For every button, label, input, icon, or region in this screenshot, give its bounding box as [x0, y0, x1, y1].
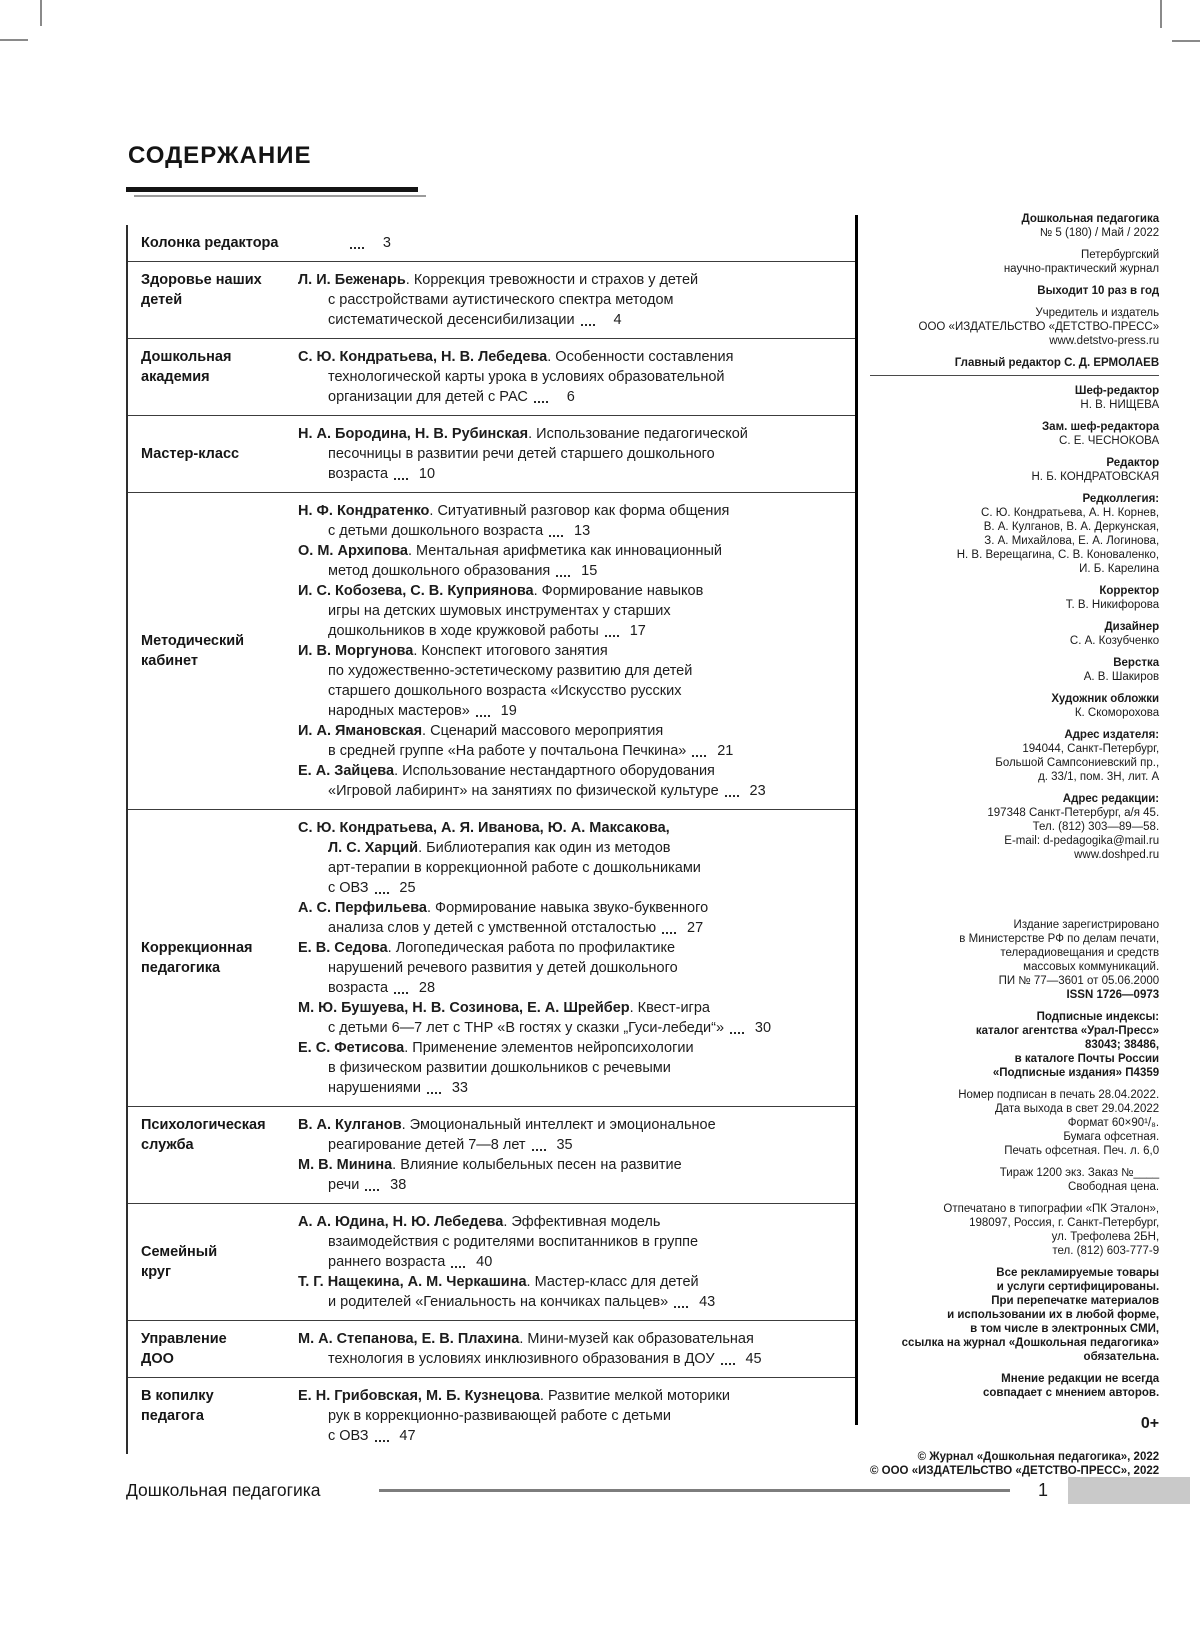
sidebar-line: ссылка на журнал «Дошкольная педагогика» [901, 1337, 1160, 1349]
page-number: 19 [500, 703, 517, 719]
sidebar-line: Мнение редакции не всегда [1001, 1373, 1160, 1385]
dotted-leader [375, 1440, 389, 1442]
page-number: 45 [745, 1351, 762, 1367]
sidebar-line: Художник обложки [1051, 693, 1160, 705]
toc-entry-line: О. М. Архипова . Ментальная арифметика как инновационный [298, 543, 722, 559]
page-title: СОДЕРЖАНИЕ [128, 142, 312, 169]
footer-rule [379, 1489, 1010, 1492]
sidebar-line: 83043; 38486, [1084, 1039, 1160, 1051]
sidebar-line: Петербургский [1081, 249, 1160, 261]
sidebar-block [870, 1414, 1159, 1434]
sidebar-line: № 5 (180) / Май / 2022 [1039, 227, 1160, 239]
sidebar-line: Бумага офсетная. [1063, 1131, 1160, 1143]
sidebar-block [870, 692, 1159, 720]
toc-entry-line: арт-терапии в коррекционной работе с дошкольниками [328, 860, 701, 876]
section-label: Коррекционная педагогика [141, 940, 253, 976]
sidebar-line: совпадает с мнением авторов. [983, 1387, 1160, 1399]
sidebar-line: И. Б. Карелина [1079, 563, 1160, 575]
toc-entry-line: взаимодействия с родителями воспитанников в группе [328, 1234, 699, 1250]
page-number: 43 [699, 1294, 716, 1310]
section-label: В копилку педагога [141, 1388, 214, 1424]
sidebar-block [870, 620, 1159, 648]
sidebar-block [870, 656, 1159, 684]
toc-row [128, 1204, 855, 1321]
sidebar-block [870, 248, 1159, 276]
dotted-leader [662, 932, 676, 934]
sidebar-line: www.doshped.ru [1074, 849, 1160, 861]
sidebar-block [870, 306, 1159, 348]
crop-mark-top-left-horizontal [0, 39, 28, 41]
dotted-leader [427, 1092, 441, 1094]
section-label: Дошкольная академия [141, 349, 232, 385]
dotted-leader [534, 401, 548, 403]
page-number: 3 [382, 235, 391, 251]
toc-entry-line: речи 38 [328, 1177, 407, 1193]
sidebar-block [870, 584, 1159, 612]
toc-entry-line: с расстройствами аутистического спектра методом [328, 292, 674, 308]
sidebar-line: ПИ № 77—3601 от 05.06.2000 [998, 975, 1160, 987]
toc-articles [298, 1204, 855, 1320]
sidebar-line: и услуги сертифицированы. [996, 1281, 1160, 1293]
sidebar-line: Дизайнер [1104, 621, 1160, 633]
section-label: Семейный круг [141, 1244, 218, 1280]
toc-entry-line: нарушений речевого развития у детей дошкольного [328, 960, 678, 976]
sidebar-line: 0+ [1140, 1415, 1160, 1432]
crop-mark-top-right-horizontal [1172, 40, 1200, 42]
toc-row [128, 493, 855, 810]
toc-entry-line: технология в условиях инклюзивного образования в ДОУ 45 [328, 1351, 762, 1367]
toc-entry-line: по художественно-эстетическому развитию для детей [328, 663, 693, 679]
sidebar-line: А. В. Шакиров [1083, 671, 1160, 683]
toc-entry-line: С. Ю. Кондратьева, А. Я. Иванова, Ю. А. Максакова, [298, 820, 670, 836]
toc-row [128, 810, 855, 1107]
toc-entry-line: «Игровой лабиринт» на занятиях по физической культуре 23 [328, 783, 766, 799]
toc-row [128, 225, 855, 262]
toc-entry-line: с детьми дошкольного возраста 13 [328, 523, 591, 539]
page-number: 35 [556, 1137, 573, 1153]
toc-entry-line: А. С. Перфильева . Формирование навыка звуко-буквенного [298, 900, 709, 916]
toc-entry-line: Н. А. Бородина, Н. В. Рубинская . Использование педагогической [298, 426, 748, 442]
content-area [126, 212, 1160, 1478]
toc-entry-line: в физическом развитии дошкольников с речевыми [328, 1060, 671, 1076]
sidebar-line: К. Скоморохова [1074, 707, 1160, 719]
sidebar-line: Н. В. Верещагина, С. В. Коноваленко, [956, 549, 1160, 561]
toc-articles [298, 1107, 855, 1203]
sidebar-block [870, 420, 1159, 448]
toc-table [126, 225, 855, 1454]
dotted-leader [375, 892, 389, 894]
page-number: 28 [418, 980, 436, 996]
toc-entry-line: технологической карты урока в условиях образовательной [328, 369, 725, 385]
toc-entry-line: анализа слов у детей с умственной отсталостью 27 [328, 920, 704, 936]
sidebar-line: тел. (812) 603-777-9 [1052, 1245, 1160, 1257]
toc-entry-line: и родителей «Гениальность на кончиках пальцев» 43 [328, 1294, 716, 1310]
sidebar-line: в каталоге Почты России [1014, 1053, 1160, 1065]
toc-entry-line: рук в коррекционно-развивающей работе с детьми [328, 1408, 671, 1424]
page-number: 40 [476, 1254, 493, 1270]
sidebar-line: Адрес издателя: [1064, 729, 1160, 741]
toc-entry-line: в средней группе «На работе у почтальона Печкина» 21 [328, 743, 734, 759]
page-number: 33 [451, 1080, 468, 1096]
toc-entry-line: с ОВЗ 25 [328, 880, 416, 896]
section-label: Здоровье наших детей [141, 272, 262, 308]
toc-entry [298, 541, 810, 581]
dotted-leader [692, 755, 706, 757]
toc-entry-line: И. С. Кобозева, С. В. Куприянова . Формирование навыков [298, 583, 704, 599]
sidebar-line: При перепечатке материалов [991, 1295, 1160, 1307]
section-label: Мастер-класс [141, 446, 240, 462]
toc-entry-line [298, 233, 810, 253]
sidebar-line: З. А. Михайлова, Е. А. Логинова, [984, 535, 1160, 547]
sidebar-block [870, 1010, 1159, 1080]
sidebar-line: Верстка [1113, 657, 1160, 669]
toc-entry-line: Е. В. Седова . Логопедическая работа по профилактике [298, 940, 676, 956]
dotted-leader [532, 1149, 546, 1151]
sidebar-block [870, 1088, 1159, 1158]
sidebar-block [870, 492, 1159, 576]
dotted-leader [549, 535, 563, 537]
toc-entry-line: Н. Ф. Кондратенко . Ситуативный разговор как форма общения [298, 503, 730, 519]
toc-articles [298, 1378, 855, 1454]
page-number: 27 [687, 920, 704, 936]
toc-entry-line: Л. С. Харций . Библиотерапия как один из методов [328, 840, 671, 856]
page-number: 38 [390, 1177, 407, 1193]
dotted-leader [730, 1032, 744, 1034]
section-label: Управление ДОО [141, 1331, 227, 1367]
sidebar-line: в том числе в электронных СМИ, [970, 1323, 1160, 1335]
sidebar-line: обязательна. [1083, 1351, 1160, 1363]
sidebar-line: Большой Сампсониевский пр., [995, 757, 1160, 769]
toc-row [128, 339, 855, 416]
sidebar-line: www.detstvo-press.ru [1049, 335, 1160, 347]
title-rule [126, 187, 418, 192]
title-rule-shadow [134, 195, 426, 197]
toc-articles [298, 339, 855, 415]
sidebar-block [870, 728, 1159, 784]
sidebar-block [870, 1372, 1159, 1400]
sidebar-line: ул. Трефолева 2БН, [1051, 1231, 1160, 1243]
page-number: 4 [613, 312, 622, 328]
toc-articles [298, 1321, 855, 1377]
toc-entry [298, 501, 810, 541]
page-number: 30 [754, 1020, 772, 1036]
dotted-leader [581, 324, 595, 326]
page-number: 13 [574, 523, 591, 539]
dotted-leader [394, 992, 408, 994]
toc-articles [298, 810, 855, 1106]
sidebar-line: Все рекламируемые товары [996, 1267, 1160, 1279]
toc-entry [298, 761, 810, 801]
toc-entry-line: возраста 10 [328, 466, 436, 482]
sidebar-line: телерадиовещания и средств [1000, 947, 1160, 959]
toc-entry-line: с ОВЗ 47 [328, 1428, 416, 1444]
sidebar-line: д. 33/1, пом. 3Н, лит. А [1038, 771, 1160, 783]
toc-entry-line: нарушениями 33 [328, 1080, 468, 1096]
sidebar-line: 197348 Санкт-Петербург, а/я 45. [987, 807, 1160, 819]
sidebar-line: Свободная цена. [1068, 1181, 1160, 1193]
toc-entry-line: дошкольников в ходе кружковой работы 17 [328, 623, 646, 639]
sidebar-line: Отпечатано в типографии «ПК Эталон», [943, 1203, 1160, 1215]
toc-entry [298, 818, 810, 898]
sidebar-line: Номер подписан в печать 28.04.2022. [958, 1089, 1160, 1101]
sidebar-line: Формат 60×90¹/₈. [1067, 1117, 1160, 1129]
dotted-leader [556, 575, 570, 577]
sidebar-line: ООО «ИЗДАТЕЛЬСТВО «ДЕТСТВО-ПРЕСС» [918, 321, 1160, 333]
toc-entry-line: возраста 28 [328, 980, 436, 996]
sidebar-line: Корректор [1099, 585, 1160, 597]
sidebar-blocks [858, 212, 1159, 1478]
toc-entry [298, 641, 810, 721]
toc-entry [298, 1272, 810, 1312]
sidebar-line: массовых коммуникаций. [1023, 961, 1160, 973]
toc-entry-line: игры на детских шумовых инструментах у старших [328, 603, 671, 619]
crop-mark-top-right-vertical [1160, 0, 1162, 28]
toc-entry-line: метод дошкольного образования 15 [328, 563, 598, 579]
toc-entry-line: А. А. Юдина, Н. Ю. Лебедева . Эффективная модель [298, 1214, 661, 1230]
sidebar-line: Т. В. Никифорова [1065, 599, 1160, 611]
toc-entry-line: С. Ю. Кондратьева, Н. В. Лебедева . Особенности составления [298, 349, 734, 365]
sidebar-block [870, 792, 1159, 862]
sidebar-line: Дата выхода в свет 29.04.2022 [994, 1103, 1160, 1115]
dotted-leader [394, 478, 408, 480]
toc-articles [298, 416, 855, 492]
dotted-leader [721, 1363, 735, 1365]
dotted-leader [476, 715, 490, 717]
sidebar-line: В. А. Кулганов, В. А. Деркунская, [983, 521, 1160, 533]
page-footer [126, 1477, 1190, 1504]
page-number: 6 [566, 389, 575, 405]
toc-articles [298, 225, 855, 261]
dotted-leader [451, 1266, 465, 1268]
toc-entry-line: В. А. Кулганов . Эмоциональный интеллект и эмоциональное [298, 1117, 716, 1133]
sidebar-line: © Журнал «Дошкольная педагогика», 2022 [917, 1451, 1160, 1463]
sidebar-line: © ООО «ИЗДАТЕЛЬСТВО «ДЕТСТВО-ПРЕСС», 2022 [870, 1465, 1160, 1477]
sidebar-line: научно-практический журнал [1003, 263, 1160, 275]
toc-entry [298, 721, 810, 761]
toc-entry [298, 1038, 810, 1098]
sidebar-line: Н. В. НИЩЕВА [1080, 399, 1160, 411]
toc-entry [298, 938, 810, 998]
sidebar-line: Тираж 1200 экз. Заказ №____ [999, 1167, 1160, 1179]
sidebar-block [870, 456, 1159, 484]
sidebar-line: в Министерстве РФ по делам печати, [959, 933, 1160, 945]
toc-entry-line: систематической десенсибилизации 4 [328, 312, 622, 328]
sidebar-line: Подписные индексы: [1036, 1011, 1160, 1023]
toc-entry [298, 581, 810, 641]
section-label: Психологическая служба [141, 1117, 266, 1153]
sidebar-line: ISSN 1726—0973 [1066, 989, 1160, 1001]
sidebar-block [870, 384, 1159, 412]
section-label: Колонка редактора [141, 235, 279, 251]
toc-row [128, 416, 855, 493]
toc-entry [298, 1329, 810, 1369]
sidebar-line: Адрес редакции: [1062, 793, 1160, 805]
dotted-leader [674, 1306, 688, 1308]
sidebar-line: С. Ю. Кондратьева, А. Н. Корнев, [981, 507, 1160, 519]
sidebar-line: Учредитель и издатель [1035, 307, 1160, 319]
toc-entry-line: раннего возраста 40 [328, 1254, 493, 1270]
sidebar-line: С. А. Козубченко [1069, 635, 1160, 647]
crop-mark-top-left-vertical [40, 0, 42, 26]
sidebar-line: каталог агентства «Урал-Пресс» [975, 1025, 1160, 1037]
dotted-leader [350, 247, 364, 249]
sidebar-block [870, 918, 1159, 1002]
sidebar-block [870, 1450, 1159, 1478]
toc-entry [298, 424, 810, 484]
toc-articles [298, 262, 855, 338]
toc-entry-line: И. В. Моргунова . Конспект итогового занятия [298, 643, 608, 659]
page-number: 23 [749, 783, 766, 799]
toc-row [128, 262, 855, 339]
toc-entry-line: Е. А. Зайцева . Использование нестандартного оборудования [298, 763, 715, 779]
toc-entry [298, 233, 810, 253]
sidebar-line: Редколлегия: [1082, 493, 1160, 505]
toc-entry-line: И. А. Ямановская . Сценарий массового мероприятия [298, 723, 664, 739]
footer-page-number: 1 [1037, 1480, 1048, 1500]
sidebar-line: Выходит 10 раз в год [1037, 285, 1160, 297]
sidebar-block [870, 284, 1159, 298]
sidebar-block [870, 1166, 1159, 1194]
sidebar-line: 194044, Санкт-Петербург, [1022, 743, 1160, 755]
toc-entry-line: Т. Г. Нащекина, А. М. Черкашина . Мастер-класс для детей [298, 1274, 699, 1290]
toc-row [128, 1378, 855, 1454]
toc-row [128, 1321, 855, 1378]
toc-row [128, 1107, 855, 1204]
sidebar-line: Шеф-редактор [1074, 385, 1160, 397]
toc-entry-line: М. В. Минина . Влияние колыбельных песен на развитие [298, 1157, 682, 1173]
dotted-leader [605, 635, 619, 637]
toc-entry-line: организации для детей с РАС 6 [328, 389, 575, 405]
sidebar-line: Главный редактор С. Д. ЕРМОЛАЕВ [954, 357, 1160, 369]
dotted-leader [365, 1189, 379, 1191]
sidebar-line: С. Е. ЧЕСНОКОВА [1059, 435, 1160, 447]
toc-entry [298, 898, 810, 938]
sidebar-line: Издание зарегистрировано [1013, 919, 1160, 931]
toc-entry-line: старшего дошкольного возраста «Искусство русских [328, 683, 682, 699]
toc-entry-line: песочницы в развитии речи детей старшего дошкольного [328, 446, 715, 462]
sidebar-line: Зам. шеф-редактора [1041, 421, 1160, 433]
page-number: 17 [629, 623, 646, 639]
toc-entry-line: М. А. Степанова, Е. В. Плахина . Мини-музей как образовательная [298, 1331, 754, 1347]
footer-journal-title: Дошкольная педагогика [126, 1480, 321, 1500]
sidebar-line: 198097, Россия, г. Санкт-Петербург, [969, 1217, 1160, 1229]
toc-entry-line: реагирование детей 7—8 лет 35 [328, 1137, 573, 1153]
toc-articles [298, 493, 855, 809]
sidebar-line: Печать офсетная. Печ. л. 6,0 [1004, 1145, 1160, 1157]
toc-entry [298, 1155, 810, 1195]
page-number: 10 [418, 466, 436, 482]
page-number: 25 [399, 880, 416, 896]
footer-gray-block [1068, 1477, 1190, 1504]
toc-entry [298, 1212, 810, 1272]
toc-entry [298, 270, 810, 330]
sidebar-line: Тел. (812) 303—89—58. [1032, 821, 1160, 833]
toc-entry-line: с детьми 6—7 лет с ТНР «В гостях у сказки „Гуси-лебеди“» 30 [328, 1020, 772, 1036]
sidebar-line: «Подписные издания» П4359 [992, 1067, 1160, 1079]
sidebar-line: E-mail: d-pedagogika@mail.ru [1004, 835, 1160, 847]
page-number: 47 [399, 1428, 416, 1444]
toc-entry [298, 1115, 810, 1155]
toc-entry [298, 347, 810, 407]
toc-entry-line: Е. С. Фетисова . Применение элементов нейропсихологии [298, 1040, 694, 1056]
sidebar-line: и использовании их в любой форме, [947, 1309, 1160, 1321]
page-number: 15 [581, 563, 598, 579]
section-label: Методический кабинет [141, 633, 245, 669]
toc-entry-line: М. Ю. Бушуева, Н. В. Созинова, Е. А. Шрейбер . Квест-игра [298, 1000, 710, 1016]
sidebar-line: Дошкольная педагогика [1021, 213, 1160, 225]
sidebar-block [870, 1202, 1159, 1258]
sidebar-block [870, 212, 1159, 240]
toc-entry-line: Е. Н. Грибовская, М. Б. Кузнецова . Развитие мелкой моторики [298, 1388, 730, 1404]
dotted-leader [725, 795, 739, 797]
page-number: 21 [717, 743, 734, 759]
sidebar-block [870, 1266, 1159, 1364]
toc-entry [298, 1386, 810, 1446]
sidebar-block [870, 356, 1159, 376]
toc-entry [298, 998, 810, 1038]
toc-entry-line: Л. И. Беженарь . Коррекция тревожности и страхов у детей [298, 272, 699, 288]
sidebar-line: Н. Б. КОНДРАТОВСКАЯ [1031, 471, 1160, 483]
toc-entry-line: народных мастеров» 19 [328, 703, 517, 719]
sidebar-line: Редактор [1106, 457, 1160, 469]
